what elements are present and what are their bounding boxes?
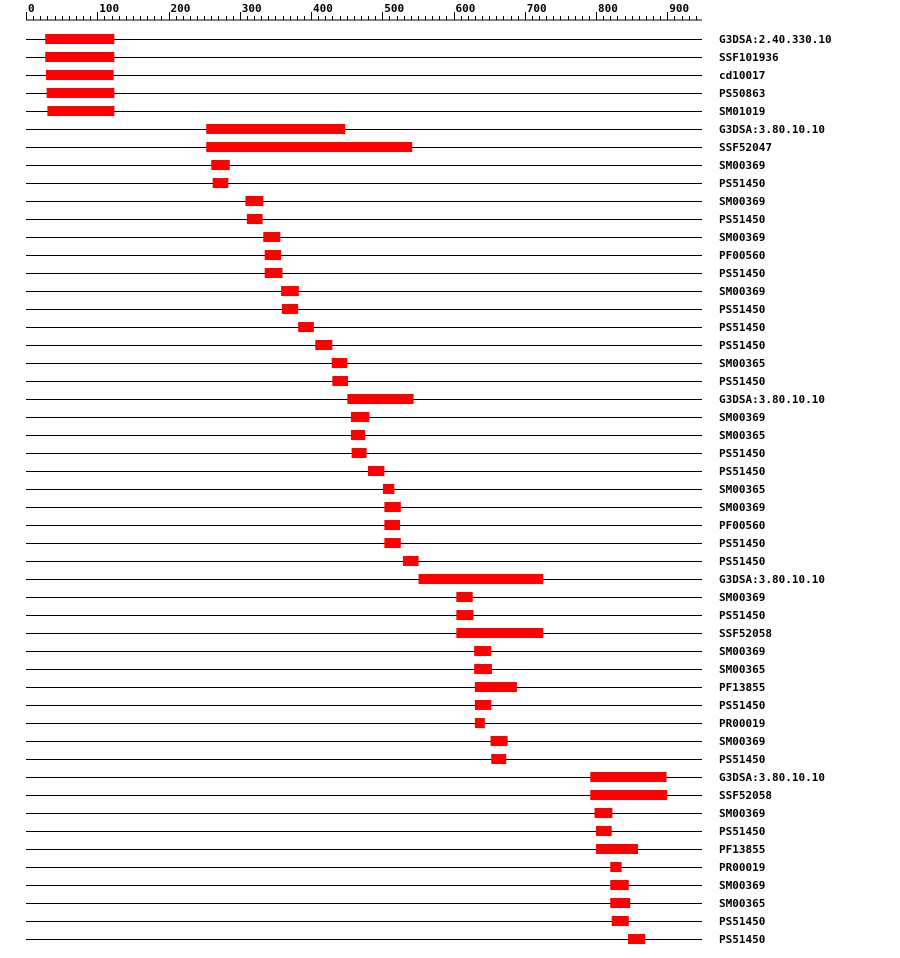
row-label: PS51450 — [719, 555, 766, 568]
row-label: PS51450 — [719, 339, 766, 352]
feature-bar[interactable] — [456, 628, 543, 638]
row-label: SM00365 — [719, 663, 766, 676]
feature-row — [26, 573, 825, 586]
feature-row — [26, 771, 825, 784]
x-axis-tick-label: 900 — [669, 2, 690, 15]
row-label: PF13855 — [719, 681, 766, 694]
feature-bar[interactable] — [596, 826, 612, 836]
feature-bar[interactable] — [456, 610, 473, 620]
feature-row — [26, 69, 765, 82]
feature-row — [26, 159, 765, 172]
row-label: SM00369 — [719, 231, 766, 244]
feature-bar[interactable] — [491, 754, 506, 764]
feature-bar[interactable] — [351, 430, 365, 440]
feature-row — [26, 339, 765, 352]
row-label: SM00369 — [719, 285, 766, 298]
row-label: PS51450 — [719, 609, 766, 622]
row-label: G3DSA:3.80.10.10 — [719, 393, 825, 406]
feature-bar[interactable] — [612, 916, 629, 926]
row-label: PS51450 — [719, 699, 766, 712]
feature-row — [26, 141, 772, 154]
feature-row — [26, 519, 765, 532]
rows — [26, 33, 832, 946]
row-label: SSF52058 — [719, 789, 772, 802]
feature-bar[interactable] — [456, 592, 472, 602]
row-label: PS51450 — [719, 933, 766, 946]
row-label: cd10017 — [719, 69, 766, 82]
feature-row — [26, 195, 765, 208]
feature-row — [26, 375, 765, 388]
row-label: PS51450 — [719, 213, 766, 226]
row-label: PS51450 — [719, 303, 766, 316]
feature-bar[interactable] — [475, 700, 491, 710]
feature-bar[interactable] — [211, 160, 230, 170]
feature-row — [26, 123, 825, 136]
feature-row — [26, 933, 765, 946]
feature-row — [26, 33, 832, 46]
row-label: PR00019 — [719, 861, 766, 874]
x-axis-tick-label: 0 — [28, 2, 35, 15]
row-label: SM00365 — [719, 483, 766, 496]
feature-bar[interactable] — [45, 52, 114, 62]
x-axis-tick-label: 300 — [241, 2, 262, 15]
row-label: SSF52058 — [719, 627, 772, 640]
row-label: SM00365 — [719, 357, 766, 370]
row-label: SM00369 — [719, 411, 766, 424]
row-label: PF00560 — [719, 249, 766, 262]
row-label: PF13855 — [719, 843, 766, 856]
row-label: PS51450 — [719, 375, 766, 388]
row-label: PR00019 — [719, 717, 766, 730]
feature-row — [26, 177, 765, 190]
row-label: SM00369 — [719, 159, 766, 172]
row-label: G3DSA:2.40.330.10 — [719, 33, 832, 46]
feature-row — [26, 87, 765, 100]
row-label: SM00369 — [719, 879, 766, 892]
x-axis-tick-label: 200 — [170, 2, 191, 15]
feature-row — [26, 735, 765, 748]
feature-bar[interactable] — [332, 376, 348, 386]
feature-bar[interactable] — [475, 682, 517, 692]
feature-bar[interactable] — [351, 412, 370, 422]
row-label: PS51450 — [719, 177, 766, 190]
feature-bar[interactable] — [315, 340, 332, 350]
feature-bar[interactable] — [332, 358, 348, 368]
feature-bar[interactable] — [45, 34, 114, 44]
feature-bar[interactable] — [47, 106, 114, 116]
row-label: SM00369 — [719, 195, 766, 208]
feature-bar[interactable] — [610, 898, 630, 908]
row-label: SM00369 — [719, 735, 766, 748]
row-label: PS51450 — [719, 915, 766, 928]
row-label: SM00369 — [719, 501, 766, 514]
row-label: G3DSA:3.80.10.10 — [719, 123, 825, 136]
feature-row — [26, 321, 765, 334]
row-label: SM00369 — [719, 807, 766, 820]
feature-row — [26, 51, 779, 64]
feature-bar[interactable] — [419, 574, 544, 584]
x-axis-tick-label: 100 — [99, 2, 120, 15]
feature-row — [26, 717, 765, 730]
row-label: SSF101936 — [719, 51, 779, 64]
feature-bar[interactable] — [247, 214, 263, 224]
feature-bar[interactable] — [590, 790, 667, 800]
feature-row — [26, 393, 825, 406]
feature-row — [26, 213, 765, 226]
feature-row — [26, 231, 765, 244]
feature-row — [26, 843, 765, 856]
feature-bar[interactable] — [384, 502, 400, 512]
feature-bar[interactable] — [475, 718, 485, 728]
feature-bar[interactable] — [384, 538, 400, 548]
feature-row — [26, 537, 765, 550]
feature-row — [26, 447, 765, 460]
row-label: G3DSA:3.80.10.10 — [719, 771, 825, 784]
feature-bar[interactable] — [383, 484, 394, 494]
row-label: SM01019 — [719, 105, 766, 118]
feature-bar[interactable] — [610, 880, 629, 890]
feature-row — [26, 267, 765, 280]
feature-bar[interactable] — [590, 772, 666, 782]
feature-row — [26, 357, 765, 370]
feature-row — [26, 897, 765, 910]
x-axis-tick-label: 700 — [526, 2, 547, 15]
row-label: PS51450 — [719, 447, 766, 460]
feature-bar[interactable] — [474, 646, 491, 656]
feature-bar[interactable] — [265, 268, 283, 278]
x-axis-tick-label: 400 — [313, 2, 333, 15]
feature-bar[interactable] — [281, 286, 299, 296]
feature-row — [26, 429, 765, 442]
x-axis-tick-label: 800 — [598, 2, 618, 15]
feature-row — [26, 681, 765, 694]
feature-row — [26, 411, 765, 424]
x-axis-tick-label: 600 — [455, 2, 476, 15]
row-label: PS51450 — [719, 537, 766, 550]
row-label: PS50863 — [719, 87, 766, 100]
feature-bar[interactable] — [206, 142, 412, 152]
feature-bar[interactable] — [595, 808, 613, 818]
feature-row — [26, 249, 765, 262]
row-label: PF00560 — [719, 519, 766, 532]
feature-row — [26, 627, 772, 640]
feature-row — [26, 555, 765, 568]
feature-bar[interactable] — [474, 664, 492, 674]
row-label: SM00369 — [719, 591, 766, 604]
feature-bar[interactable] — [263, 232, 280, 242]
feature-bar[interactable] — [298, 322, 314, 332]
feature-bar[interactable] — [46, 70, 114, 80]
feature-bar[interactable] — [245, 196, 263, 206]
row-label: SSF52047 — [719, 141, 772, 154]
feature-row — [26, 663, 765, 676]
feature-row — [26, 861, 765, 874]
feature-row — [26, 105, 765, 118]
feature-bar[interactable] — [596, 844, 638, 854]
feature-row — [26, 609, 765, 622]
feature-bar[interactable] — [213, 178, 229, 188]
feature-bar[interactable] — [265, 250, 281, 260]
feature-bar[interactable] — [282, 304, 298, 314]
feature-bar[interactable] — [347, 394, 413, 404]
feature-row — [26, 915, 765, 928]
feature-row — [26, 465, 765, 478]
feature-bar[interactable] — [628, 934, 645, 944]
x-axis-tick-label: 500 — [384, 2, 405, 15]
feature-bar[interactable] — [610, 862, 621, 872]
feature-bar[interactable] — [384, 520, 400, 530]
x-axis — [26, 2, 702, 20]
feature-row — [26, 807, 765, 820]
row-label: PS51450 — [719, 753, 766, 766]
feature-row — [26, 303, 765, 316]
feature-row — [26, 699, 765, 712]
feature-row — [26, 501, 765, 514]
row-label: G3DSA:3.80.10.10 — [719, 573, 825, 586]
feature-row — [26, 285, 765, 298]
row-label: PS51450 — [719, 267, 766, 280]
feature-bar[interactable] — [403, 556, 419, 566]
feature-row — [26, 645, 765, 658]
feature-row — [26, 789, 772, 802]
feature-row — [26, 825, 765, 838]
row-label: PS51450 — [719, 465, 766, 478]
feature-row — [26, 483, 765, 496]
feature-bar[interactable] — [491, 736, 508, 746]
feature-bar[interactable] — [368, 466, 384, 476]
row-label: SM00365 — [719, 429, 766, 442]
row-label: SM00365 — [719, 897, 766, 910]
row-label: SM00369 — [719, 645, 766, 658]
feature-row — [26, 591, 765, 604]
feature-row — [26, 879, 765, 892]
row-label: PS51450 — [719, 321, 766, 334]
feature-bar[interactable] — [206, 124, 345, 134]
feature-bar[interactable] — [352, 448, 367, 458]
feature-row — [26, 753, 765, 766]
row-label: PS51450 — [719, 825, 766, 838]
feature-bar[interactable] — [47, 88, 115, 98]
